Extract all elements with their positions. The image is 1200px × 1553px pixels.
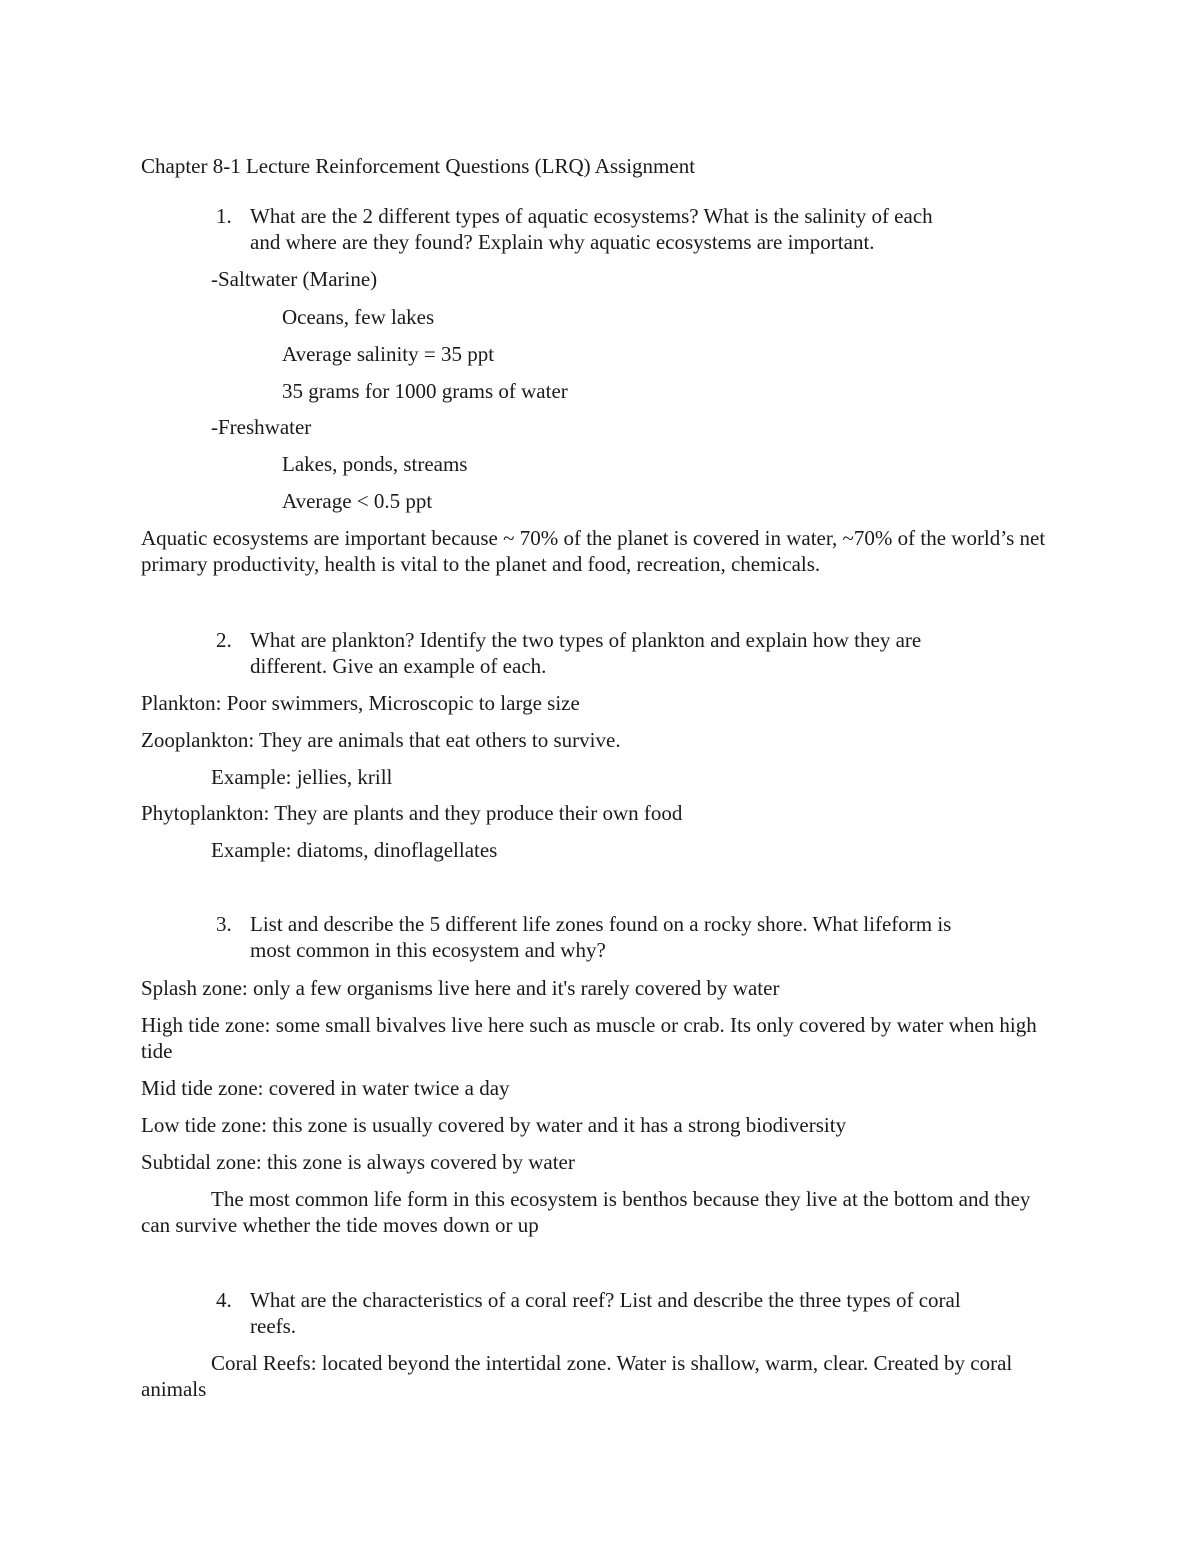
question-3-line-1: List and describe the 5 different life zones found on a rocky shore. What lifeform is xyxy=(250,912,952,936)
document-title: Chapter 8-1 Lecture Reinforcement Questions (LRQ) Assignment xyxy=(141,154,696,178)
subtidal-zone: Subtidal zone: this zone is always covered by water xyxy=(141,1150,575,1174)
freshwater-item: Lakes, ponds, streams xyxy=(282,452,468,476)
saltwater-heading: -Saltwater (Marine) xyxy=(211,267,378,291)
question-2-line-2: different. Give an example of each. xyxy=(250,654,547,678)
question-2-line-1: What are plankton? Identify the two types of plankton and explain how they are xyxy=(250,628,922,652)
question-1-answer: Aquatic ecosystems are important because ~ 70% of the planet is covered in water, ~70% of the world’s net primary productivity, health is vital to the planet and food, recreation, chemicals. xyxy=(141,526,1046,576)
freshwater-heading: -Freshwater xyxy=(211,415,312,439)
saltwater-item: Oceans, few lakes xyxy=(282,305,435,329)
freshwater-item: Average < 0.5 ppt xyxy=(282,489,433,513)
zooplankton-example: Example: jellies, krill xyxy=(211,765,393,789)
phytoplankton-example: Example: diatoms, dinoflagellates xyxy=(211,838,498,862)
question-4-line-2: reefs. xyxy=(250,1314,297,1338)
splash-zone: Splash zone: only a few organisms live here and it's rarely covered by water xyxy=(141,976,780,1000)
plankton-definition: Plankton: Poor swimmers, Microscopic to large size xyxy=(141,691,580,715)
high-tide-zone: High tide zone: some small bivalves live here such as muscle or crab. Its only covered by water when high tide xyxy=(141,1013,1037,1063)
question-1-number: 1. xyxy=(216,204,232,228)
question-3-answer: The most common life form in this ecosystem is benthos because they live at the bottom and they can survive whether the tide moves down or up xyxy=(141,1187,1031,1237)
phytoplankton-definition: Phytoplankton: They are plants and they produce their own food xyxy=(141,801,683,825)
question-3-line-2: most common in this ecosystem and why? xyxy=(250,938,606,962)
zooplankton-definition: Zooplankton: They are animals that eat others to survive. xyxy=(141,728,621,752)
saltwater-item: Average salinity = 35 ppt xyxy=(282,342,495,366)
question-1-line-2: and where are they found? Explain why aquatic ecosystems are important. xyxy=(250,230,875,254)
question-4-answer: Coral Reefs: located beyond the intertidal zone. Water is shallow, warm, clear. Created by coral animals xyxy=(141,1351,1013,1401)
question-4-line-1: What are the characteristics of a coral reef? List and describe the three types of coral xyxy=(250,1288,961,1312)
mid-tide-zone: Mid tide zone: covered in water twice a day xyxy=(141,1076,510,1100)
question-4-number: 4. xyxy=(216,1288,232,1312)
question-2-number: 2. xyxy=(216,628,232,652)
low-tide-zone: Low tide zone: this zone is usually covered by water and it has a strong biodiversity xyxy=(141,1113,847,1137)
question-1-line-1: What are the 2 different types of aquatic ecosystems? What is the salinity of each xyxy=(250,204,933,228)
question-3-number: 3. xyxy=(216,912,232,936)
saltwater-item: 35 grams for 1000 grams of water xyxy=(282,379,568,403)
